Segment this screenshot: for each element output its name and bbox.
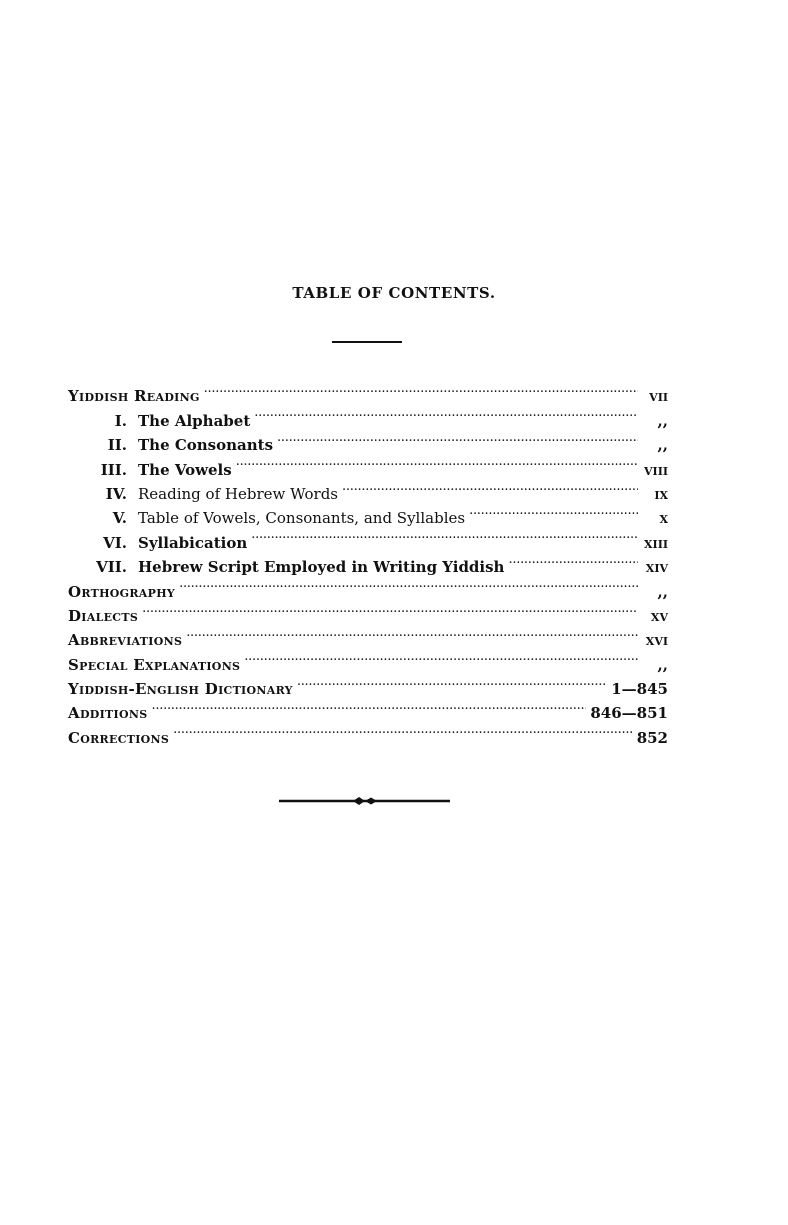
dot-leader <box>186 621 638 645</box>
dot-leader <box>469 499 638 523</box>
dot-leader <box>297 670 607 694</box>
dot-leader <box>251 523 638 547</box>
page-title: TABLE OF CONTENTS. <box>292 284 496 302</box>
table-of-contents <box>68 377 668 747</box>
toc-entry-number: III. <box>100 460 127 479</box>
toc-entry-label: Yiddish-English Dictionary <box>68 680 293 699</box>
toc-entry-page: xvi <box>645 631 668 650</box>
title-rule <box>332 341 402 343</box>
toc-entry-number: IV. <box>105 484 127 503</box>
toc-entry-additions[interactable] <box>68 694 668 723</box>
dot-leader <box>142 597 638 621</box>
toc-entry-number: II. <box>107 436 127 455</box>
dot-leader <box>244 645 638 669</box>
toc-entry-page: xv <box>650 606 668 625</box>
dot-leader <box>236 450 638 474</box>
toc-entry-page: x <box>659 509 668 528</box>
dot-leader <box>204 377 638 401</box>
toc-entry-page: ,, <box>657 582 668 601</box>
toc-entry-label: Special Explanations <box>68 655 241 674</box>
toc-entry-number: VII. <box>96 558 127 577</box>
toc-entry-page: 852 <box>636 728 668 747</box>
toc-entry-label: Table of Vowels, Consonants, and Syllables <box>138 509 466 528</box>
toc-entry-dialects[interactable] <box>68 597 668 625</box>
toc-entry-label: The Consonants <box>138 436 274 455</box>
dot-leader <box>254 401 638 425</box>
toc-entry-yiddish-reading[interactable] <box>68 377 668 406</box>
toc-entry-page: vii <box>649 387 668 406</box>
toc-entry-abbreviations[interactable] <box>68 621 668 650</box>
ornament-divider-icon <box>279 795 450 807</box>
toc-entry-page: xiv <box>645 558 668 577</box>
dot-leader <box>151 694 586 718</box>
toc-entry-label: Syllabication <box>138 533 248 552</box>
toc-entry-page: ix <box>654 484 668 503</box>
toc-entry-page: 1—845 <box>611 680 668 699</box>
toc-entry-label: Hebrew Script Employed in Writing Yiddish <box>138 558 505 577</box>
toc-entry-number: I. <box>114 411 127 430</box>
dot-leader <box>179 572 638 596</box>
toc-entry-label: Abbreviations <box>68 631 183 650</box>
toc-entry-page: ,, <box>657 655 668 674</box>
toc-entry-label: Dialects <box>68 606 139 625</box>
toc-entry-number: V. <box>112 509 127 528</box>
toc-entry-label: The Vowels <box>138 460 232 479</box>
toc-entry-label: Yiddish Reading <box>68 387 200 406</box>
toc-entry-label: Corrections <box>68 728 170 747</box>
toc-entry-page: xiii <box>644 533 668 552</box>
toc-entry-corrections[interactable] <box>68 718 668 747</box>
toc-entry-label: Reading of Hebrew Words <box>138 484 339 503</box>
toc-entry-page: ,, <box>657 411 668 430</box>
dot-leader <box>342 475 638 499</box>
toc-entry-label: Orthography <box>68 582 176 601</box>
toc-entry-label: The Alphabet <box>138 411 251 430</box>
dot-leader <box>173 718 633 742</box>
dot-leader <box>277 426 638 450</box>
toc-entry-page: 846—851 <box>590 704 668 723</box>
dot-leader <box>508 548 638 572</box>
toc-entry-page: viii <box>644 460 668 479</box>
toc-entry-label: Additions <box>68 704 148 723</box>
toc-entry-page: ,, <box>657 436 668 455</box>
toc-entry-number: VI. <box>103 533 127 552</box>
